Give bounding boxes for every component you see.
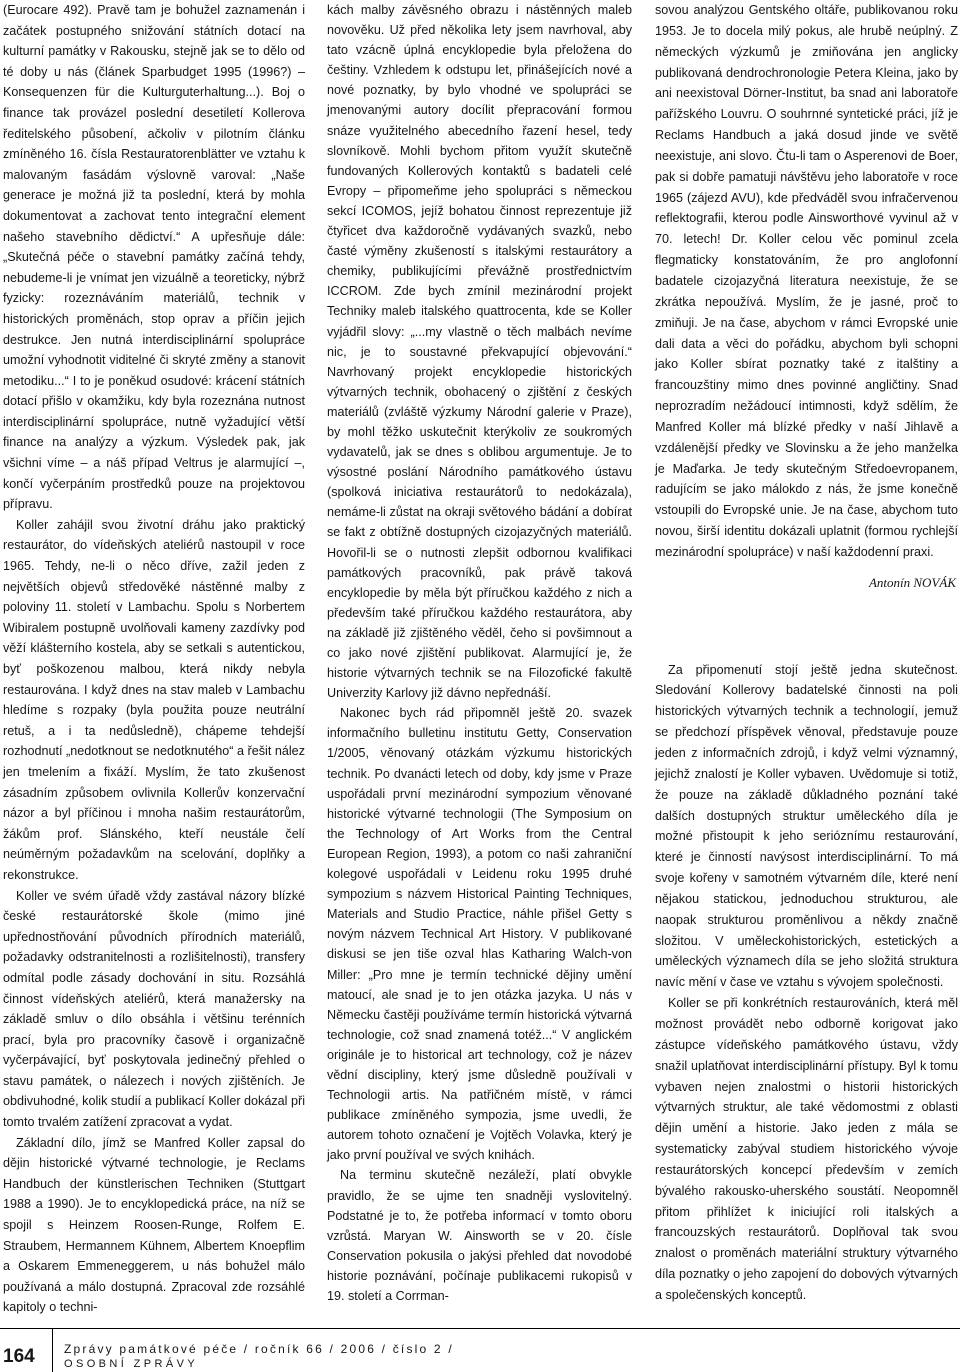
page-number: 164	[3, 1346, 35, 1367]
text-column-3	[655, 0, 958, 1306]
paragraph: Koller se při konkrétních restaurováních, která měl možnost provádět nebo odborně korigovat jako zástupce vídeňského památkového ústavu, vždy snažil uplatňovat interdisciplinární přístupy. Byl k tomu vybaven nejen znalostmi o historii historických výtvarných struktur, ale také vědomostmi z oblasti dějin umění a historie. Jako jeden z mála se systematicky zabýval studiem historického vývoje restaurátorských koncepcí především v zemích bývalého rakousko-uherského soustátí. Neopomněl přitom přihlížet k iniciující roli italských a francouzských restaurátorů. Doplňoval tak svou znalost o proměnách materiální struktury výtvarného díla poznatky o jeho zapojení do dobových výtvarných a společenských konceptů.	[655, 996, 958, 1302]
page-footer	[0, 1328, 960, 1372]
paragraph: Na terminu skutečně nezáleží, platí obvykle pravidlo, že se ujme ten snadněji vyslovitelný. Podstatné je to, že potřeba informací v tomto oboru vzrůstá. Maryan W. Ainsworth se v 20. čísle Conservation pokusila o jakýsi přehled dat novodobé historie poznávání, počínaje publikacemi rukopisů v 19. století a Corrman-	[327, 1168, 632, 1303]
paragraph: Za připomenutí stojí ještě jedna skutečnost. Sledování Kollerovy badatelské činnosti na poli historických výtvarných technik a technologií, jemuž se předchozí příspěvek věnoval, představuje pouze jeden z informačních zdrojů, i když velmi významný, jejichž znalostí je Koller vybaven. Uvědomuje si totiž, že pouze na základě důkladného poznání také dalších dostupných struktur uměleckého díla je možné přistoupit k jeho serióznímu restaurování, které je činností navýsost interdisciplinární. To má svoje kořeny v samotném výtvarném díle, které není nějakou statickou, jednoduchou strukturou, ale naopak strukturou proměnlivou a někdy značně složitou. V uměleckohistorických, estetických a uměleckých významech díla se jeho složitá struktura navíc mění v čase ve vztahu s vývojem společnosti.	[655, 662, 958, 990]
paragraph: Koller ve svém úřadě vždy zastával názory blízké české restaurátorské škole (mimo jiné upřednostňování původních přírodních materiálů, požadavky odstranitelnosti a rozlišitelnosti), transfery odmítal podle zásady dochování in situ. Rozsáhlá činnost vídeňských ateliérů, která manažersky na základě smluv o dílo obsáhla i většinu terénních prací, byla pro pracovníky časově i organizačně vyčerpávající, byť poskytovala jedinečný přehled o stavu památek, o nálezech i nových zjištěních. Je obdivuhodné, kolik studií a publikací Koller dokázal při tomto trvalém zatížení zpracovat a vydat.	[3, 888, 305, 1130]
paragraph: Koller zahájil svou životní dráhu jako praktický restaurátor, do vídeňských ateliérů nastoupil v roce 1965. Tehdy, ne-li o něco dříve, zažil jeden z největších objevů středověké nástěnné malby z poloviny 11. století v Lambachu. Spolu s Norbertem Wibiralem postupně uvolňovali kameny zazdívky pod věží klášterního kostela, aby se setkali s autentickou, byť poškozenou malbou, která nikdy nebyla restaurována. I když dnes na stav maleb v Lambachu hledíme s rozpaky (byla použita pouze neutrální retuš, a i ta nedůsledně), chápeme tehdejší rozhodnutí „nedotknout se nedotknutého“ a řešit nález jen tmelením a fixáží. Myslím, že tato zkušenost zásadním způsobem ovlivnila Kollerův konzervační názor a byl příčinou i mnoha našim restaurátorům, žákům prof. Slánského, kteří neustále čelí neúměrným požadavkům na scelování, doplňky a rekonstrukce.	[3, 517, 305, 882]
paragraph: Základní dílo, jímž se Manfred Koller zapsal do dějin historické výtvarné technologie, je Reclams Handbuch der künstlerischen Techniken (Stuttgart 1988 a 1990). Je to encyklopedická práce, na níž se spojil s Heinzem Roosen-Runge, Rolfem E. Straubem, Hermannem Kühnem, Albertem Knoepflim a Oskarem Emmeneggerem, u nás bohužel málo používaná a málo dostupná. Zpracoval zde rozsáhlé kapitoly o techni-	[3, 1135, 305, 1315]
section-name: OSOBNÍ ZPRÁVY	[64, 1358, 199, 1370]
page-number-divider	[52, 1328, 53, 1372]
paragraph: (Eurocare 492). Pravě tam je bohužel zaznamenán i začátek postupného snižování státních dotací na kulturní památky v Rakousku, stejně jak se to dělo od té doby u nás (článek Sparbudget 1995 (1996?) – Konsequenzen für die Kulturguterhaltung...). Boj o finance tak provázel poslední desetiletí Kollerova ředitelského působení, ačkoliv v pilotním článku zmíněného 16. čísla Restauratorenblätter ve vztahu k malovaným fasádám výslovně varoval: „Naše generace je možná již ta poslední, která by mohla dokumentovat a zachovat tento integrační element našeho stavebního dědictví.“ A upřesňuje dále: „Skutečná péče o stavební památky začíná tehdy, nebudeme-li je vnímat jen vizuálně a teoreticky, nýbrž fyzicky: rozeznáváním materiálů, technik v historických proměnách, stop oprav a příčin jejich destrukce. Jen nutná interdisciplinární spolupráce umožní vyhodnotit viditelné či skryté změny a stanovit metodiku...“ I to je poněkud osudové: krácení státních dotací přišlo v okamžiku, kdy byla rozeznána nutnost interdisciplinární spolupráce, nutně vyžadující větší finance na analýzy a výzkum. Výsledek pak, jak všichni víme – a náš případ Veltrus je alarmující –, končí vyčerpáním prostředků pouze na projektovou přípravu.	[3, 3, 305, 512]
text-column-1	[3, 0, 305, 1318]
paragraph: Nakonec bych rád připomněl ještě 20. svazek informačního bulletinu institutu Getty, Conservation 1/2005, věnovaný otázkám výzkumu historických technik. Po dvanácti letech od doby, kdy jsme v Praze uspořádali první mezinárodní sympozium věnované historické výtvarné technologii (The Symposium on the Technology of Art Works from the Central European Region, 1993), a potom co naši zahraniční kolegové uspořádali v Leidenu roku 1995 druhé sympozium s názvem Historical Painting Techniques, Materials and Studio Practice, náhle přišel Getty s novým názvem Technical Art History. V publikované diskusi se jen tiše ozval hlas Katharing Walch-von Miller: „Pro mne je termín technické dějiny umění matoucí, ale snad je to jen otázka jazyka. U nás v Německu častěji používáme termín historická výtvarná technologie, což snad znamená totéž...“ V anglickém originále je to historical art technology, což je název vědní discipliny, který jsme důsledně používali v Technologii artis. Na patřičném místě, v rámci publikace zmíněného sympozia, jsme uvedli, že autorem tohoto označení je Vojtěch Volavka, který je jako první používal ve svých knihách.	[327, 706, 632, 1163]
text-column-2	[327, 0, 632, 1306]
journal-citation: Zprávy památkové péče / ročník 66 / 2006 / číslo 2 /	[64, 1342, 454, 1356]
paragraph: kách malby závěsného obrazu i nástěnných maleb novověku. Už před několika lety jsem navrhoval, aby tato vzácně úplná encyklopedie byla přeložena do češtiny. Vzhledem k odstupu let, přinášejících nové a nové poznatky, by bylo vhodné ve spolupráci se jmenovanými autory docílit přepracování formou snáze využitelného abecedního řazení hesel, tedy slovníkově. Mohli bychom přitom využít skutečně fundovaných Kollerových kontaktů s badateli celé Evropy – připomeňme jeho spolupráci s německou sekcí ICOMOS, jejíž bohatou činnost reprezentuje již čtyřicet dva každoročně vydávaných svazků, nebo časté výměny zkušeností s italskými restaurátory a chemiky, publikujícími převážně prostřednictvím ICCROM. Zde bych zmínil mezinárodní projekt Techniky maleb italského quattrocenta, kde se Koller vyjádřil slovy: „...my vlastně o těch malbách nevíme nic, je to soustavné překvapující objevování.“ Navrhovaný projekt encyklopedie historických výtvarných technik, obohacený o zjištění z českých materiálů (zvláště výzkumy Národní galerie v Praze), by mohl těžko uskutečnit kterýkoliv ze soukromých vydavatelů, jak se dnes s oblibou argumentuje. Je to výsostné poslání Národního památkového ústavu (spolková iniciativa restaurátorů to nedokázala), nemáme-li zůstat na okraji světového bádání a dobírat se fakt z obtížně dostupných cizojazyčných materiálů. Hovořil-li se o nutnosti zlepšit odbornou kvalifikaci památkových pracovníků, pak právě taková encyklopedie by měla být příručkou každého z nich a především také příručkou každého restaurátora, aby na základě již zjištěného věděl, čeho si povšimnout a co jako nové zjištění publikovat. Alarmující je, že historie výtvarných technik se na Filozofické fakultě Univerzity Karlovy již dávno nepřednáší.	[327, 3, 632, 701]
author-signature: Antonín NOVÁK	[868, 574, 956, 590]
paragraph: sovou analýzou Gentského oltáře, publikovanou roku 1953. Je to docela milý pokus, ale hrubě neúplný. Z německých výzkumů je zmiňována jen anglicky publikovaná dendrochronologie Petera Kleina, jako by ani neexistoval Dörner-Institut, ba snad ani laboratoře pařížského Louvru. O souhrnné syntetické práci, jíž je Reclams Handbuch a jaká dosud jinde ve světě neexistuje, ani slovo. Čtu-li tam o Asperenovi de Boer, pak si dobře pamatuji návštěvu jeho laboratoře v roce 1965 (zájezd AVU), kde předváděl svou infračervenou reflektografii, kterou podle Ainsworthové vyvinul až v 70. letech! Dr. Koller celou věc pominul zcela flegmaticky konstatováním, že pro anglofonní badatele cizojazyčná literatura neexistuje, že se zkrátka nepoužívá. Myslím, že je jasné, proč to zmiňuji. Je na čase, abychom v rámci Evropské unie dali data a věci do pořádku, abychom byli schopni jako Koller sbírat poznatky také z italštiny a francouzštiny mimo dnes povinné angličtiny. Snad neprozradím nežádoucí intimnosti, když sdělím, že Manfred Koller má blízké předky v naší Jihlavě a vzdálenější předky ve Slovinsku a že jeho manželka je Maďarka. Je tedy skutečným Středoevropanem, radujícím se jako málokdo z nás, že jsme konečně vstoupili do Evropské unie. Je na čase, abychom tuto novou, širší identitu dokázali uplatnit (formou rychlejší mezinárodní spolupráce) v naší každodenní praxi.	[655, 3, 958, 559]
section-gap	[655, 594, 958, 660]
footer-rule	[0, 1328, 960, 1329]
